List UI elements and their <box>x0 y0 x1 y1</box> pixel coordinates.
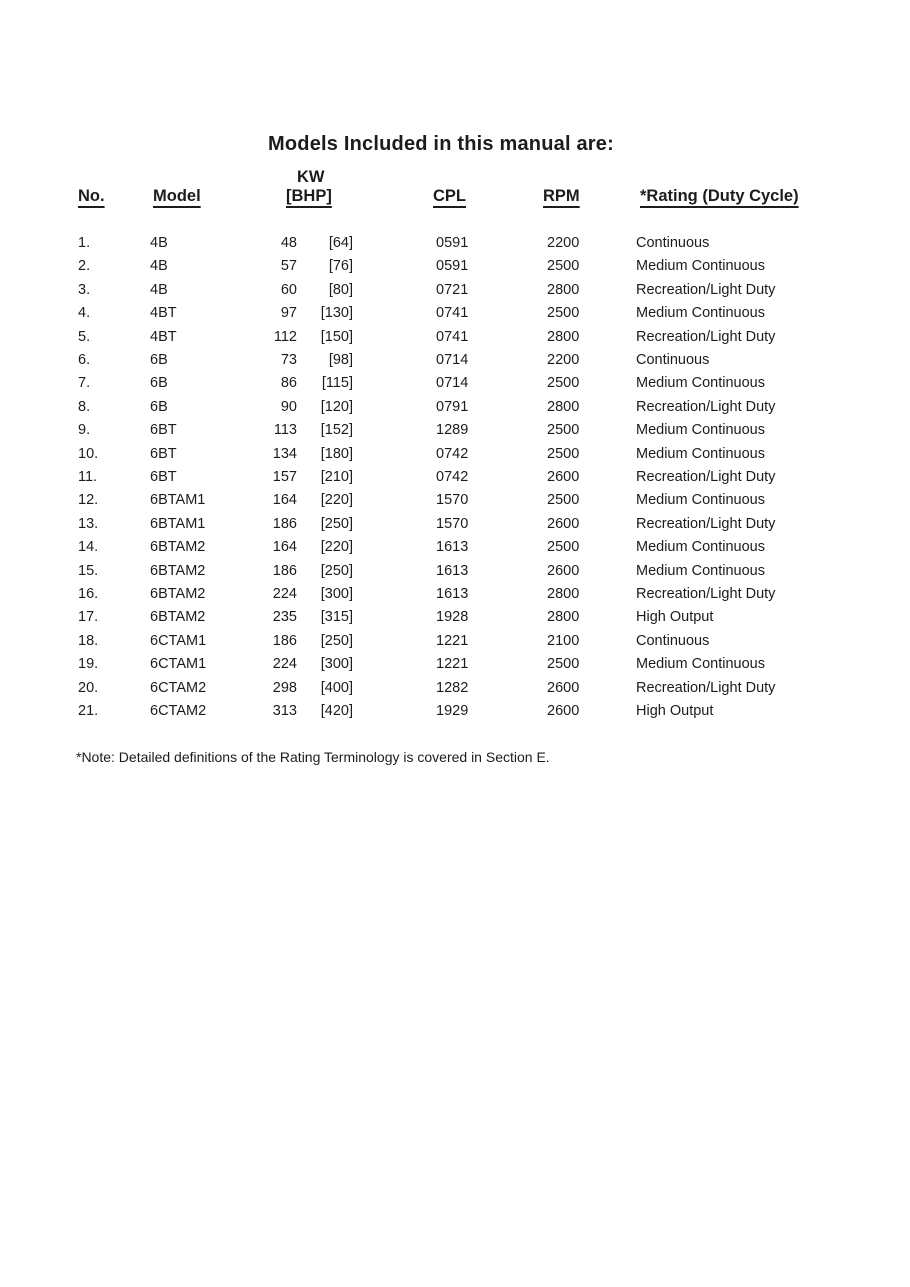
table-row <box>0 539 910 561</box>
cell-model: 6BT <box>150 469 177 485</box>
table-row <box>0 609 910 631</box>
cell-cpl: 0741 <box>436 328 469 345</box>
cell-bhp: [64] <box>328 235 353 251</box>
cell-cpl: 1613 <box>436 562 469 579</box>
cell-rating: Medium Continuous <box>636 375 765 392</box>
table-row <box>0 563 910 585</box>
cell-cpl: 0741 <box>436 305 469 322</box>
cell-rating: Recreation/Light Duty <box>636 469 776 485</box>
cell-no: 12. <box>78 492 99 509</box>
cell-bhp: [130] <box>320 305 353 322</box>
cell-no: 7. <box>78 375 91 392</box>
cell-rpm: 2600 <box>547 469 580 485</box>
table-row <box>0 282 910 304</box>
cell-cpl: 0791 <box>436 398 469 415</box>
table-row <box>0 352 910 374</box>
cell-kw: 134 <box>272 445 297 462</box>
header-no: No. <box>78 187 105 205</box>
table-row <box>0 399 910 421</box>
cell-rpm: 2500 <box>547 539 580 556</box>
cell-no: 10. <box>78 445 99 462</box>
cell-kw: 164 <box>272 492 297 509</box>
cell-cpl: 0714 <box>436 375 469 392</box>
table-row <box>0 680 910 702</box>
header-rpm: RPM <box>543 187 580 205</box>
cell-bhp: [180] <box>320 445 353 462</box>
cell-model: 6BTAM1 <box>150 492 206 509</box>
cell-no: 14. <box>78 539 99 556</box>
table-row <box>0 516 910 538</box>
cell-kw: 97 <box>280 305 297 322</box>
cell-model: 6CTAM1 <box>150 632 207 649</box>
cell-bhp: [250] <box>320 562 353 579</box>
cell-model: 4B <box>150 258 168 275</box>
table-row <box>0 633 910 655</box>
cell-cpl: 1221 <box>436 632 469 649</box>
cell-rpm: 2800 <box>547 328 580 345</box>
table-row <box>0 446 910 468</box>
table-row <box>0 258 910 280</box>
cell-rating: Continuous <box>636 352 710 368</box>
cell-no: 1. <box>78 235 91 251</box>
cell-bhp: [120] <box>320 398 353 415</box>
cell-model: 6CTAM2 <box>150 703 207 719</box>
cell-model: 6B <box>150 352 168 368</box>
cell-rpm: 2500 <box>547 258 580 275</box>
cell-kw: 60 <box>280 281 297 298</box>
header-model: Model <box>153 187 201 205</box>
cell-no: 19. <box>78 656 99 673</box>
cell-bhp: [80] <box>328 281 353 298</box>
cell-model: 6BTAM2 <box>150 539 206 556</box>
cell-cpl: 1928 <box>436 609 469 626</box>
cell-rpm: 2500 <box>547 656 580 673</box>
cell-rpm: 2100 <box>547 632 580 649</box>
cell-cpl: 1570 <box>436 492 469 509</box>
cell-model: 4BT <box>150 305 177 322</box>
table-row <box>0 586 910 608</box>
cell-cpl: 0591 <box>436 235 469 251</box>
cell-rating: High Output <box>636 609 714 626</box>
cell-bhp: [315] <box>320 609 353 626</box>
table-row <box>0 422 910 444</box>
cell-rating: Medium Continuous <box>636 305 765 322</box>
cell-no: 2. <box>78 258 91 275</box>
cell-kw: 186 <box>272 632 297 649</box>
cell-rating: Medium Continuous <box>636 258 765 275</box>
cell-kw: 90 <box>280 398 297 415</box>
cell-bhp: [98] <box>328 352 353 368</box>
cell-model: 6B <box>150 398 168 415</box>
cell-rating: Medium Continuous <box>636 539 765 556</box>
cell-rating: Recreation/Light Duty <box>636 281 776 298</box>
cell-model: 6CTAM1 <box>150 656 207 673</box>
cell-rating: Medium Continuous <box>636 562 765 579</box>
table-row <box>0 703 910 725</box>
cell-no: 3. <box>78 281 91 298</box>
cell-model: 4B <box>150 281 168 298</box>
cell-rating: Medium Continuous <box>636 422 765 439</box>
cell-no: 9. <box>78 422 91 439</box>
cell-cpl: 0742 <box>436 469 469 485</box>
cell-kw: 224 <box>272 586 297 602</box>
cell-rating: Recreation/Light Duty <box>636 515 776 532</box>
footnote: *Note: Detailed definitions of the Rating Terminology is covered in Section E. <box>76 749 550 765</box>
cell-cpl: 1289 <box>436 422 469 439</box>
cell-kw: 313 <box>272 703 297 719</box>
table-row <box>0 656 910 678</box>
cell-kw: 298 <box>272 679 297 696</box>
cell-bhp: [400] <box>320 679 353 696</box>
cell-rating: Continuous <box>636 235 710 251</box>
cell-rpm: 2500 <box>547 492 580 509</box>
table-row <box>0 329 910 351</box>
table-row <box>0 469 910 491</box>
cell-model: 6BTAM2 <box>150 609 206 626</box>
cell-rpm: 2800 <box>547 586 580 602</box>
cell-bhp: [300] <box>320 586 353 602</box>
cell-cpl: 0742 <box>436 445 469 462</box>
cell-cpl: 1282 <box>436 679 469 696</box>
page-title: Models Included in this manual are: <box>268 133 614 155</box>
cell-rating: Medium Continuous <box>636 492 765 509</box>
header-rating: *Rating (Duty Cycle) <box>640 187 799 205</box>
cell-bhp: [76] <box>328 258 353 275</box>
cell-model: 6BT <box>150 422 177 439</box>
cell-kw: 112 <box>273 328 297 345</box>
cell-model: 6BTAM1 <box>150 515 206 532</box>
cell-model: 6BT <box>150 445 177 462</box>
table-row <box>0 375 910 397</box>
cell-rating: Recreation/Light Duty <box>636 586 776 602</box>
cell-rpm: 2500 <box>547 422 580 439</box>
cell-bhp: [220] <box>320 539 353 556</box>
cell-rating: Recreation/Light Duty <box>636 679 776 696</box>
cell-bhp: [152] <box>320 422 353 439</box>
cell-model: 6BTAM2 <box>150 562 206 579</box>
cell-rating: High Output <box>636 703 714 719</box>
cell-no: 8. <box>78 398 91 415</box>
cell-bhp: [115] <box>321 375 353 392</box>
cell-rpm: 2200 <box>547 352 580 368</box>
cell-rpm: 2500 <box>547 445 580 462</box>
cell-rating: Medium Continuous <box>636 445 765 462</box>
cell-bhp: [210] <box>320 469 353 485</box>
cell-cpl: 0591 <box>436 258 469 275</box>
cell-rating: Recreation/Light Duty <box>636 328 776 345</box>
cell-bhp: [250] <box>320 632 353 649</box>
cell-rpm: 2600 <box>547 703 580 719</box>
cell-no: 20. <box>78 679 99 696</box>
cell-cpl: 1929 <box>436 703 469 719</box>
cell-model: 4BT <box>150 328 177 345</box>
cell-model: 6CTAM2 <box>150 679 207 696</box>
cell-no: 18. <box>78 632 99 649</box>
cell-rpm: 2600 <box>547 679 580 696</box>
cell-bhp: [300] <box>320 656 353 673</box>
cell-kw: 186 <box>272 515 297 532</box>
cell-no: 13. <box>78 515 99 532</box>
table-row <box>0 492 910 514</box>
cell-rpm: 2600 <box>547 515 580 532</box>
cell-rpm: 2800 <box>547 281 580 298</box>
cell-no: 6. <box>78 352 91 368</box>
cell-rpm: 2500 <box>547 305 580 322</box>
cell-cpl: 0714 <box>436 352 469 368</box>
cell-kw: 86 <box>280 375 297 392</box>
cell-kw: 48 <box>280 235 297 251</box>
cell-no: 4. <box>78 305 91 322</box>
cell-model: 6BTAM2 <box>150 586 206 602</box>
header-cpl: CPL <box>433 187 466 205</box>
cell-kw: 113 <box>273 422 297 439</box>
cell-no: 5. <box>78 328 91 345</box>
cell-rpm: 2800 <box>547 609 580 626</box>
cell-bhp: [420] <box>320 703 353 719</box>
cell-rpm: 2600 <box>547 562 580 579</box>
header-bhp: [BHP] <box>286 187 332 205</box>
cell-kw: 157 <box>272 469 297 485</box>
cell-kw: 235 <box>272 609 297 626</box>
cell-bhp: [150] <box>320 328 353 345</box>
cell-rpm: 2800 <box>547 398 580 415</box>
cell-cpl: 1613 <box>436 539 469 556</box>
table-row <box>0 235 910 257</box>
cell-no: 15. <box>78 562 99 579</box>
cell-kw: 186 <box>272 562 297 579</box>
cell-no: 17. <box>78 609 99 626</box>
cell-cpl: 1221 <box>436 656 469 673</box>
cell-kw: 57 <box>280 258 297 275</box>
cell-kw: 164 <box>272 539 297 556</box>
cell-rating: Medium Continuous <box>636 656 765 673</box>
cell-bhp: [250] <box>320 515 353 532</box>
cell-no: 16. <box>78 586 99 602</box>
cell-rating: Recreation/Light Duty <box>636 398 776 415</box>
cell-rating: Continuous <box>636 632 710 649</box>
cell-no: 21. <box>78 703 99 719</box>
cell-kw: 224 <box>272 656 297 673</box>
cell-cpl: 1570 <box>436 515 469 532</box>
cell-cpl: 0721 <box>436 281 469 298</box>
cell-no: 11. <box>78 469 98 485</box>
table-row <box>0 305 910 327</box>
cell-kw: 73 <box>280 352 297 368</box>
header-kw: KW <box>297 168 325 186</box>
cell-rpm: 2200 <box>547 235 580 251</box>
cell-cpl: 1613 <box>436 586 469 602</box>
cell-model: 4B <box>150 235 168 251</box>
cell-model: 6B <box>150 375 168 392</box>
cell-rpm: 2500 <box>547 375 580 392</box>
cell-bhp: [220] <box>320 492 353 509</box>
